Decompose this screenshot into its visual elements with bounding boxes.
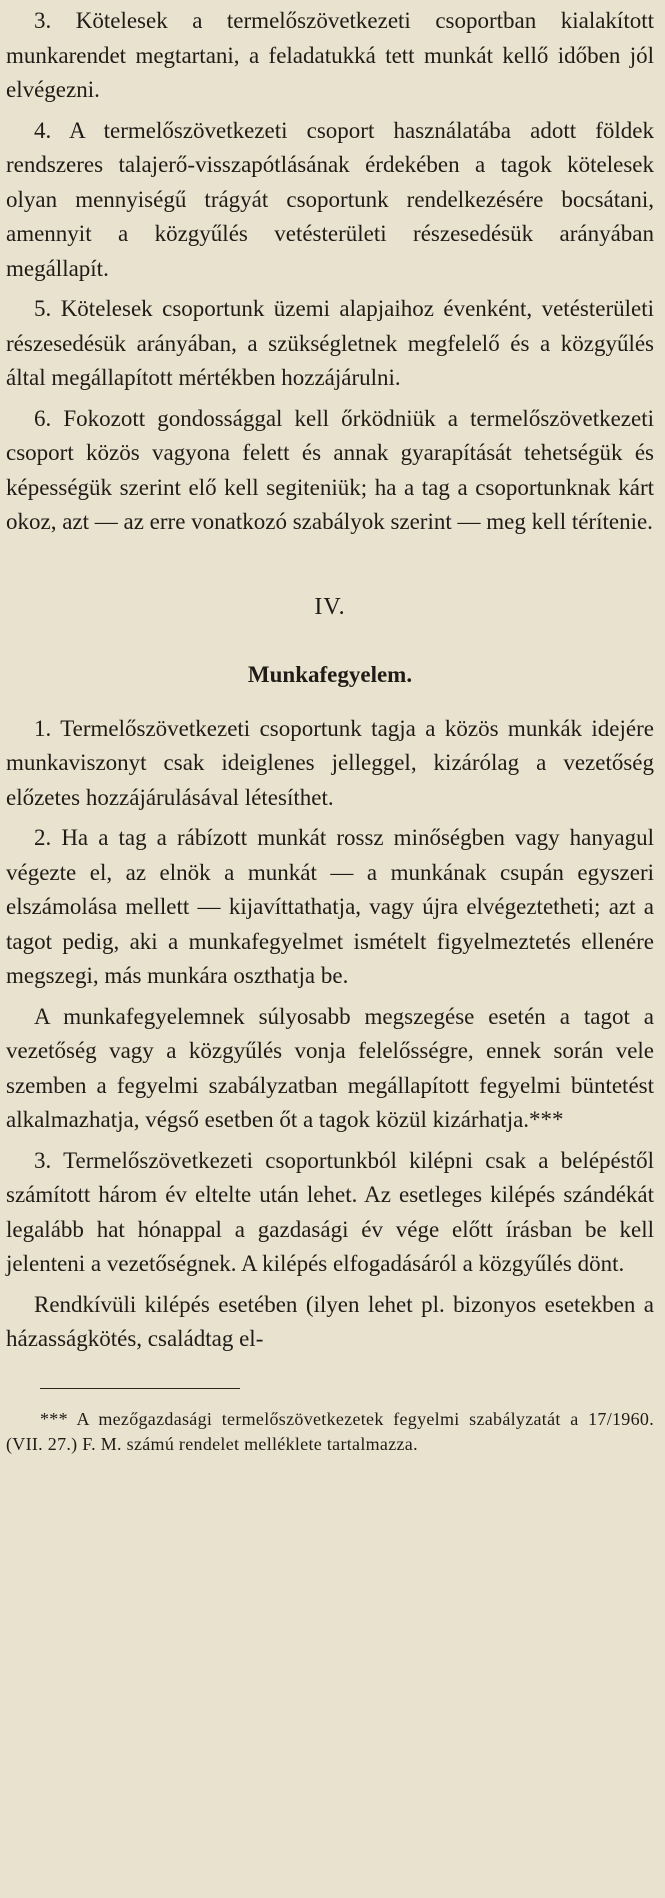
paragraph-2-poor-work: 2. Ha a tag a rábízott munkát rossz minőségben vagy hanyagul végezte el, az elnök a munkát — a munkának csupán egyszeri elszámolása mellett — kijavíttathatja, vagy újra elvégeztetheti; azt a tagot pedig, aki a munkafegyelmet ismételt figyelmeztetés ellenére megszegi, más munkára oszthatja be.: [6, 825, 654, 988]
paragraph-extraordinary-leaving: Rendkívüli kilépés esetében (ilyen lehet pl. bizonyos esetekben a házasságkötés, családtag el-: [6, 1291, 654, 1351]
footnote-divider: [40, 1388, 240, 1389]
paragraph-1-employment: 1. Termelőszövetkezeti csoportunk tagja a közös munkák idejére munkaviszonyt csak ideiglenes jelleggel, kizárólag a vezetőség előzetes hozzájárulásával létesíthet.: [6, 715, 654, 810]
paragraph-6-property: 6. Fokozott gondossággal kell őrködniük a termelőszövetkezeti csoport közös vagyona felett és annak gyarapítását tehetségük és képességük szerint elő kell segiteniük; ha a tag a csoportunknak kárt okoz, azt — az erre vonatkozó szabályok szerint — meg kell térítenie.: [6, 405, 654, 534]
footnote: *** A mezőgazdasági termelőszövetkezetek fegyelmi szabályzatát a 17/1960. (VII. 27.) F. M. számú rendelet melléklete tartalmazza.: [6, 1408, 654, 1454]
paragraph-4-fertilizer: 4. A termelőszövetkezeti csoport használatába adott földek rendszeres talajerő-visszapótlásának érdekében a tagok kötelesek olyan mennyiségű trágyát csoportunk rendelkezésére bocsátani, amennyit a közgyűlés vetésterületi részesedésük arányában megállapít.: [6, 117, 654, 281]
paragraph-3-leaving: 3. Termelőszövetkezeti csoportunkból kilépni csak a belépéstől számított három év eltelte után lehet. Az esetleges kilépés szándékát legalább hat hónappal a gazdasági év vége előtt írásban be kell jelenteni a vezetőségnek. A kilépés elfogadásáról a közgyűlés dönt.: [6, 1147, 654, 1276]
paragraph-3-obligations: 3. Kötelesek a termelőszövetkezeti csoportban kialakított munkarendet megtartani, a feladatukká tett munkát kellő időben jól elvégezni.: [6, 8, 654, 102]
section-title: Munkafegyelem.: [247, 661, 413, 687]
paragraph-5-contributions: 5. Kötelesek csoportunk üzemi alapjaihoz évenként, vetésterületi részesedésük arányában, a szükségletnek megfelelő és a közgyűlés által megállapított mértékben hozzájárulni.: [6, 296, 654, 390]
paragraph-discipline-breach: A munkafegyelemnek súlyosabb megszegése esetén a tagot a vezetőség vagy a közgyűlés vonja felelősségre, ennek során vele szemben a fegyelmi szabályzatban megállapított fegyelmi büntetést alkalmazhatja, végső esetben őt a tagok közül kizárhatja.***: [6, 1003, 654, 1132]
section-number: IV.: [314, 593, 346, 620]
